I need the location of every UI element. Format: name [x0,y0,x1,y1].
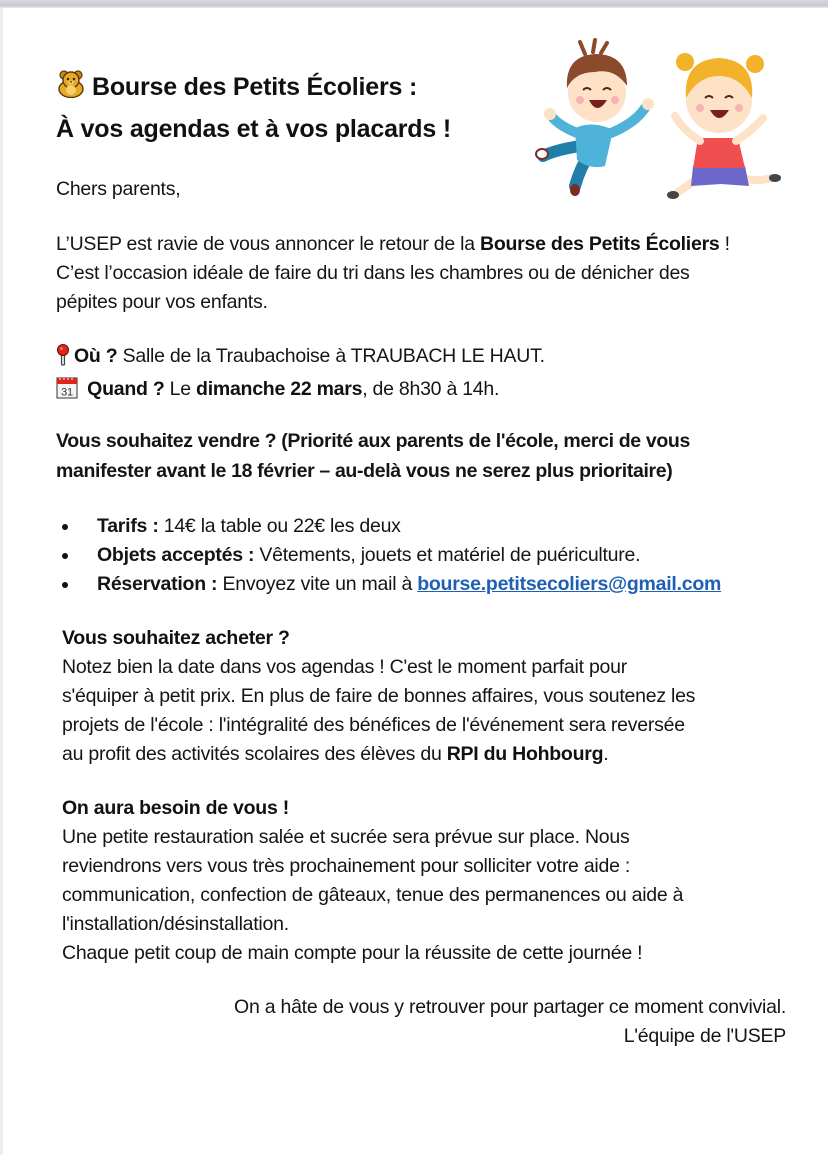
email-link[interactable]: bourse.petitsecoliers@gmail.com [417,573,722,595]
when-line: 31 Quand ? Le dimanche 22 mars, de 8h30 à 14h. [56,375,545,408]
help-heading: On aura besoin de vous ! [62,797,289,819]
seller-info-list [56,512,721,599]
title-line-1: Bourse des Petits Écoliers : [56,66,451,108]
help-section: On aura besoin de vous ! Une petite restauration salée et sucrée sera prévue sur place. Nous reviendrons vers vous très prochainement pour solliciter votre aide : communication, confection de gâteaux, tenue des permanences ou aide à l'installation/désinstallation. Chaque petit coup de main compte pour la réussite de cette journée ! [62,794,683,968]
where-label: Où ? [74,345,118,367]
list-item-objets: Objets acceptés : Vêtements, jouets et matériel de puériculture. [56,541,721,570]
girl-figure [667,53,781,199]
event-hours: , de 8h30 à 14h. [362,378,500,400]
svg-text:31: 31 [61,386,73,399]
title-line-2: À vos agendas et à vos placards ! [56,115,451,143]
intro-paragraph [56,230,730,317]
top-edge [0,0,828,8]
event-date: dimanche 22 mars [196,378,363,400]
teddy-bear-icon [56,69,86,97]
event-details [56,342,545,408]
event-name: Bourse des Petits Écoliers [479,233,720,255]
closing [234,993,786,1051]
pushpin-icon [56,344,70,375]
intro-line-1: L’USEP est ravie de vous annoncer le retour de la Bourse des Petits Écoliers ! [56,233,730,255]
bullet-icon [62,524,68,530]
signature: L'équipe de l'USEP [623,1025,786,1047]
when-label: Quand ? [87,378,165,400]
school-name: RPI du Hohbourg [446,743,604,765]
seller-heading: Vous souhaitez vendre ? (Priorité aux parents de l'école, merci de vous manifester avant le 18 février – au-delà vous ne serez plus prioritaire) [56,430,690,482]
closing-line: On a hâte de vous y retrouver pour partager ce moment convivial. [234,996,786,1018]
boy-figure [536,40,654,196]
buyer-heading: Vous souhaitez acheter ? [62,627,290,649]
greeting: Chers parents, [56,178,181,200]
list-item-reservation: Réservation : Envoyez vite un mail à bourse.petitsecoliers@gmail.com [56,570,721,599]
calendar-icon [56,377,78,408]
where-line [56,342,545,375]
where-value: Salle de la Traubachoise à TRAUBACH LE HAUT. [117,345,545,367]
children-illustration [535,38,785,208]
flyer-title [56,66,451,150]
intro-line-2: C’est l’occasion idéale de faire du tri dans les chambres ou de dénicher des [56,262,690,284]
intro-line-3: pépites pour vos enfants. [56,291,268,313]
buyer-section: Vous souhaitez acheter ? Notez bien la date dans vos agendas ! C'est le moment parfait pour s'équiper à petit prix. En plus de faire de bonnes affaires, vous soutenez les projets de l'école : l'intégralité des bénéfices de l'événement sera reversée au profit des activités scolaires des élèves du RPI du Hohbourg. [62,624,695,769]
bullet-icon [62,553,68,559]
list-item-tarifs: Tarifs : 14€ la table ou 22€ les deux [56,512,721,541]
bullet-icon [62,582,68,588]
